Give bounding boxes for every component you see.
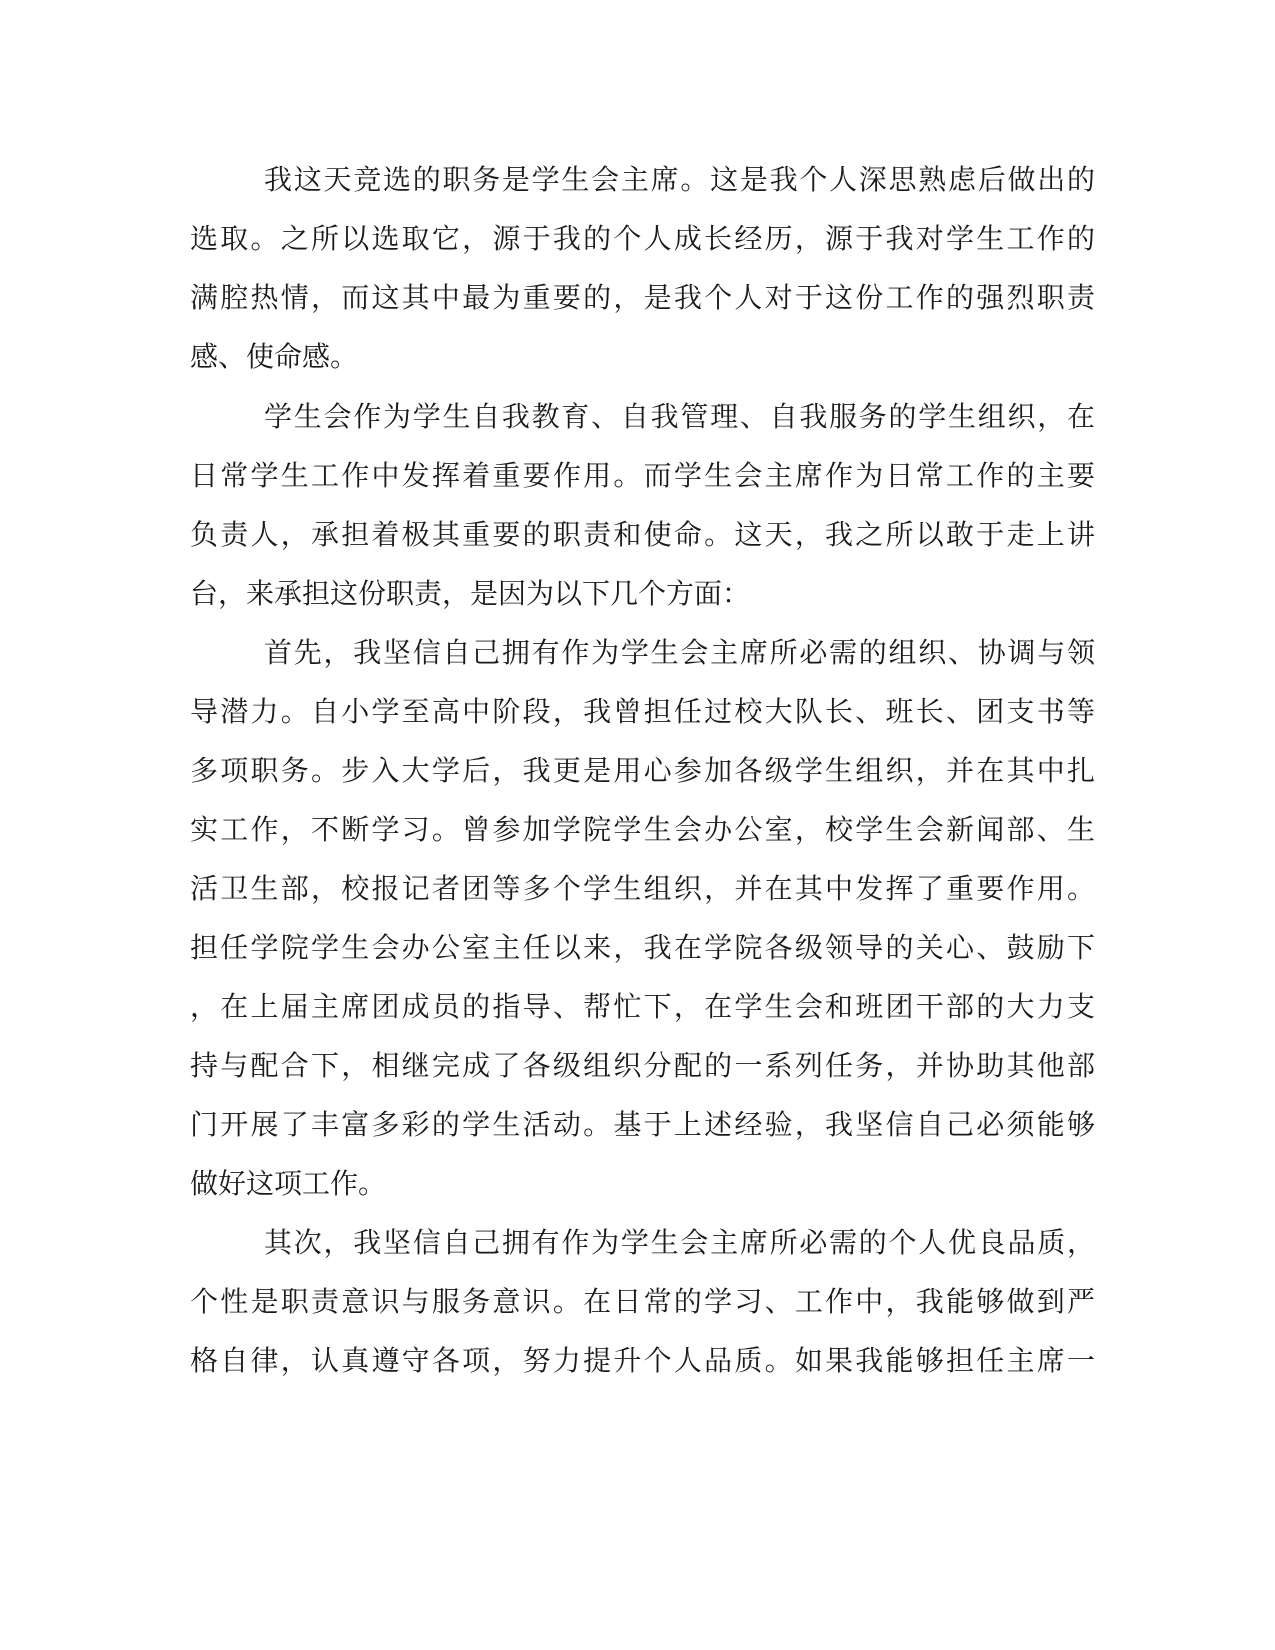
paragraph-2-line-1: 学生会作为学生自我教育、自我管理、自我服务的学生组织，在	[264, 400, 1095, 433]
paragraph-1-line-4: 感、使命感。	[190, 340, 359, 373]
paragraph-1-line-2: 选取。之所以选取它，源于我的个人成长经历，源于我对学生工作的	[190, 222, 1095, 255]
paragraph-3-line-1: 首先，我坚信自己拥有作为学生会主席所必需的组织、协调与领	[264, 636, 1095, 669]
paragraph-4-line-3: 格自律，认真遵守各项，努力提升个人品质。如果我能够担任主席一	[190, 1344, 1095, 1377]
paragraph-3-line-10: 做好这项工作。	[190, 1167, 387, 1200]
paragraph-3-line-2: 导潜力。自小学至高中阶段，我曾担任过校大队长、班长、团支书等	[190, 695, 1095, 728]
paragraph-4-line-1: 其次，我坚信自己拥有作为学生会主席所必需的个人优良品质，	[264, 1226, 1095, 1259]
paragraph-3-line-8: 持与配合下，相继完成了各级组织分配的一系列任务，并协助其他部	[190, 1049, 1095, 1082]
paragraph-4-line-2: 个性是职责意识与服务意识。在日常的学习、工作中，我能够做到严	[190, 1285, 1095, 1318]
paragraph-3-line-3: 多项职务。步入大学后，我更是用心参加各级学生组织，并在其中扎	[190, 754, 1095, 787]
paragraph-3-line-7: ，在上届主席团成员的指导、帮忙下，在学生会和班团干部的大力支	[190, 990, 1095, 1023]
paragraph-3-line-9: 门开展了丰富多彩的学生活动。基于上述经验，我坚信自己必须能够	[190, 1108, 1095, 1141]
paragraph-2-line-4: 台，来承担这份职责，是因为以下几个方面：	[190, 577, 751, 610]
paragraph-3-line-5: 活卫生部，校报记者团等多个学生组织，并在其中发挥了重要作用。	[190, 872, 1095, 905]
paragraph-1-line-3: 满腔热情，而这其中最为重要的，是我个人对于这份工作的强烈职责	[190, 281, 1095, 314]
paragraph-1-line-1: 我这天竞选的职务是学生会主席。这是我个人深思熟虑后做出的	[264, 163, 1095, 196]
paragraph-3-line-4: 实工作，不断学习。曾参加学院学生会办公室，校学生会新闻部、生	[190, 813, 1095, 846]
paragraph-2-line-2: 日常学生工作中发挥着重要作用。而学生会主席作为日常工作的主要	[190, 459, 1095, 492]
paragraph-3-line-6: 担任学院学生会办公室主任以来，我在学院各级领导的关心、鼓励下	[190, 931, 1095, 964]
paragraph-2-line-3: 负责人，承担着极其重要的职责和使命。这天，我之所以敢于走上讲	[190, 518, 1095, 551]
